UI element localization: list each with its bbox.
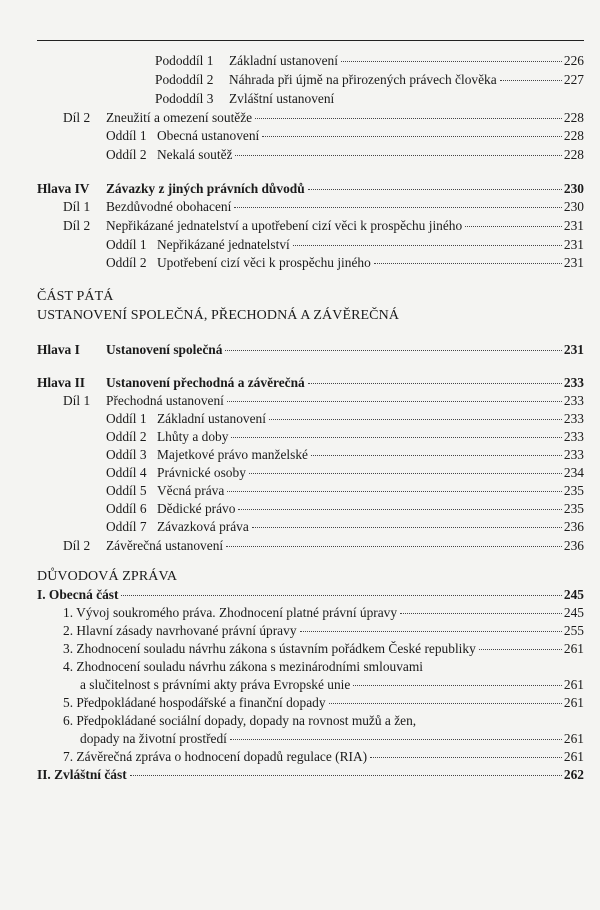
dot-leader <box>230 739 562 740</box>
dot-leader <box>329 703 562 704</box>
toc-entry[interactable] <box>0 500 600 518</box>
toc-page: 228 <box>563 147 584 162</box>
toc-label: Oddíl 4 <box>106 465 147 480</box>
toc-title: 1. Vývoj soukromého práva. Zhodnocení platné právní úpravy <box>63 605 398 620</box>
toc-page: 261 <box>563 749 584 764</box>
toc-page: 230 <box>563 199 584 214</box>
toc-page: 235 <box>563 501 584 516</box>
toc-page: 231 <box>563 218 584 233</box>
toc-page: 233 <box>563 393 584 408</box>
toc-entry[interactable] <box>0 586 600 604</box>
dot-leader <box>225 350 561 351</box>
toc-label: Hlava I <box>37 342 80 357</box>
dot-leader <box>249 473 562 474</box>
toc-entry[interactable] <box>0 341 600 359</box>
toc-entry[interactable] <box>0 640 600 658</box>
toc-entry[interactable] <box>0 374 600 392</box>
toc-page: 226 <box>563 53 584 68</box>
toc-entry[interactable] <box>0 748 600 766</box>
toc-entry[interactable] <box>0 482 600 500</box>
dot-leader <box>231 437 562 438</box>
toc-entry[interactable] <box>0 217 600 235</box>
toc-label: Díl 2 <box>63 538 91 553</box>
toc-entry[interactable] <box>0 392 600 410</box>
top-rule <box>37 40 584 41</box>
toc-title: Lhůty a doby <box>157 429 229 444</box>
dot-leader <box>374 263 562 264</box>
toc-page: 233 <box>563 411 584 426</box>
toc-label: Oddíl 7 <box>106 519 147 534</box>
dot-leader <box>300 631 562 632</box>
toc-title: Náhrada při újmě na přirozených právech člověka <box>229 72 497 87</box>
toc-label: Oddíl 3 <box>106 447 147 462</box>
toc-page: 262 <box>563 767 584 782</box>
toc-title: II. Zvláštní část <box>37 767 127 782</box>
toc-page: 236 <box>563 519 584 534</box>
dot-leader <box>311 455 562 456</box>
dot-leader <box>227 401 562 402</box>
toc-entry[interactable] <box>0 236 600 254</box>
dot-leader <box>308 189 562 190</box>
dot-leader <box>341 61 562 62</box>
toc-title: 3. Zhodnocení souladu návrhu zákona s ústavním pořádkem České republiky <box>63 641 476 656</box>
toc-title: Závazková práva <box>157 519 249 534</box>
toc-entry[interactable] <box>0 180 600 198</box>
toc-entry[interactable] <box>0 428 600 446</box>
toc-page: 261 <box>563 677 584 692</box>
dot-leader <box>262 136 562 137</box>
toc-label: Díl 1 <box>63 393 91 408</box>
toc-title: 7. Závěrečná zpráva o hodnocení dopadů regulace (RIA) <box>63 749 368 764</box>
toc-entry[interactable] <box>0 518 600 536</box>
toc-entry[interactable] <box>0 622 600 640</box>
toc-title: Nekalá soutěž <box>157 147 233 162</box>
toc-title: dopady na životní prostředí <box>80 731 227 746</box>
toc-title: Právnické osoby <box>157 465 246 480</box>
toc-label: Hlava II <box>37 375 85 390</box>
dot-leader <box>227 491 562 492</box>
toc-page: 235 <box>563 483 584 498</box>
toc-title: 2. Hlavní zásady navrhované právní úpravy <box>63 623 297 638</box>
toc-title: I. Obecná část <box>37 587 119 602</box>
section-heading: DŮVODOVÁ ZPRÁVA <box>37 569 178 584</box>
toc-page: 231 <box>563 342 584 357</box>
dot-leader <box>121 595 561 596</box>
toc-label: Díl 1 <box>63 199 91 214</box>
dot-leader <box>269 419 562 420</box>
toc-label: Oddíl 1 <box>106 411 147 426</box>
dot-leader <box>479 649 562 650</box>
toc-title: Ustanovení přechodná a závěrečná <box>106 375 305 390</box>
toc-page: 261 <box>563 641 584 656</box>
dot-leader <box>500 80 562 81</box>
dot-leader <box>226 546 562 547</box>
toc-title-line1: 6. Předpokládané sociální dopady, dopady na rovnost mužů a žen, <box>63 713 417 728</box>
toc-label: Pododdíl 3 <box>155 91 214 106</box>
toc-entry[interactable] <box>0 71 600 89</box>
toc-label: Oddíl 5 <box>106 483 147 498</box>
toc-title: Zneužití a omezení soutěže <box>106 110 253 125</box>
toc-page: 234 <box>563 465 584 480</box>
toc-title: Přechodná ustanovení <box>106 393 224 408</box>
toc-label: Oddíl 2 <box>106 147 147 162</box>
dot-leader <box>235 155 561 156</box>
dot-leader <box>400 613 562 614</box>
toc-title: 5. Předpokládané hospodářské a finanční dopady <box>63 695 326 710</box>
toc-title: Závazky z jiných právních důvodů <box>106 181 305 196</box>
toc-entry[interactable] <box>0 90 600 108</box>
dot-leader <box>238 509 561 510</box>
toc-entry[interactable] <box>0 694 600 712</box>
toc-entry[interactable] <box>0 604 600 622</box>
toc-label: Díl 2 <box>63 110 91 125</box>
toc-entry[interactable] <box>0 52 600 70</box>
toc-title: Majetkové právo manželské <box>157 447 308 462</box>
toc-entry[interactable] <box>0 198 600 216</box>
toc-page: 245 <box>563 605 584 620</box>
toc-label: Pododdíl 2 <box>155 72 214 87</box>
toc-page: 233 <box>563 375 584 390</box>
toc-page: 233 <box>563 429 584 444</box>
dot-leader <box>234 207 562 208</box>
toc-page: 245 <box>563 587 584 602</box>
toc-label: Díl 2 <box>63 218 91 233</box>
toc-page: 228 <box>563 110 584 125</box>
toc-entry[interactable] <box>0 676 600 694</box>
dot-leader <box>293 245 562 246</box>
toc-label: Oddíl 1 <box>106 128 147 143</box>
part-subheading: USTANOVENÍ SPOLEČNÁ, PŘECHODNÁ A ZÁVĚREČNÁ <box>37 308 400 323</box>
toc-label: Oddíl 2 <box>106 429 147 444</box>
toc-entry[interactable] <box>0 766 600 784</box>
toc-entry[interactable] <box>0 146 600 164</box>
toc-page: 261 <box>563 731 584 746</box>
toc-page: 261 <box>563 695 584 710</box>
toc-page: 231 <box>563 237 584 252</box>
dot-leader <box>465 226 562 227</box>
toc-title-line1: 4. Zhodnocení souladu návrhu zákona s mezinárodními smlouvami <box>63 659 423 674</box>
toc-entry[interactable] <box>0 410 600 428</box>
toc-title: Obecná ustanovení <box>157 128 260 143</box>
toc-page: 228 <box>563 128 584 143</box>
toc-title: Základní ustanovení <box>157 411 266 426</box>
toc-title: Věcná práva <box>157 483 225 498</box>
toc-title: Základní ustanovení <box>229 53 338 68</box>
toc-entry[interactable] <box>0 446 600 464</box>
dot-leader <box>353 685 562 686</box>
toc-label: Oddíl 6 <box>106 501 147 516</box>
dot-leader <box>255 118 562 119</box>
toc-title: Nepřikázané jednatelství a upotřebení cizí věci k prospěchu jiného <box>106 218 463 233</box>
toc-title: Bezdůvodné obohacení <box>106 199 232 214</box>
toc-entry[interactable] <box>0 109 600 127</box>
toc-title: Závěrečná ustanovení <box>106 538 224 553</box>
toc-title: Ustanovení společná <box>106 342 223 357</box>
dot-leader <box>130 775 562 776</box>
dot-leader <box>308 383 562 384</box>
toc-page: 227 <box>563 72 584 87</box>
toc-title: Upotřebení cizí věci k prospěchu jiného <box>157 255 371 270</box>
dot-leader <box>370 757 562 758</box>
toc-label: Pododdíl 1 <box>155 53 214 68</box>
dot-leader <box>252 527 562 528</box>
toc-page: 236 <box>563 538 584 553</box>
toc-title: Dědické právo <box>157 501 236 516</box>
toc-entry[interactable] <box>0 254 600 272</box>
part-heading: ČÁST PÁTÁ <box>37 289 114 304</box>
toc-label: Hlava IV <box>37 181 90 196</box>
toc-entry[interactable] <box>0 537 600 555</box>
toc-title: Zvláštní ustanovení <box>229 91 335 106</box>
toc-entry[interactable] <box>0 127 600 145</box>
toc-entry[interactable] <box>0 730 600 748</box>
toc-page: 233 <box>563 447 584 462</box>
toc-entry[interactable] <box>0 464 600 482</box>
toc-label: Oddíl 1 <box>106 237 147 252</box>
toc-title: a slučitelnost s právními akty práva Evropské unie <box>80 677 351 692</box>
toc-title: Nepřikázané jednatelství <box>157 237 290 252</box>
toc-page: 231 <box>563 255 584 270</box>
toc-label: Oddíl 2 <box>106 255 147 270</box>
toc-page: 230 <box>563 181 584 196</box>
toc-page: 255 <box>563 623 584 638</box>
